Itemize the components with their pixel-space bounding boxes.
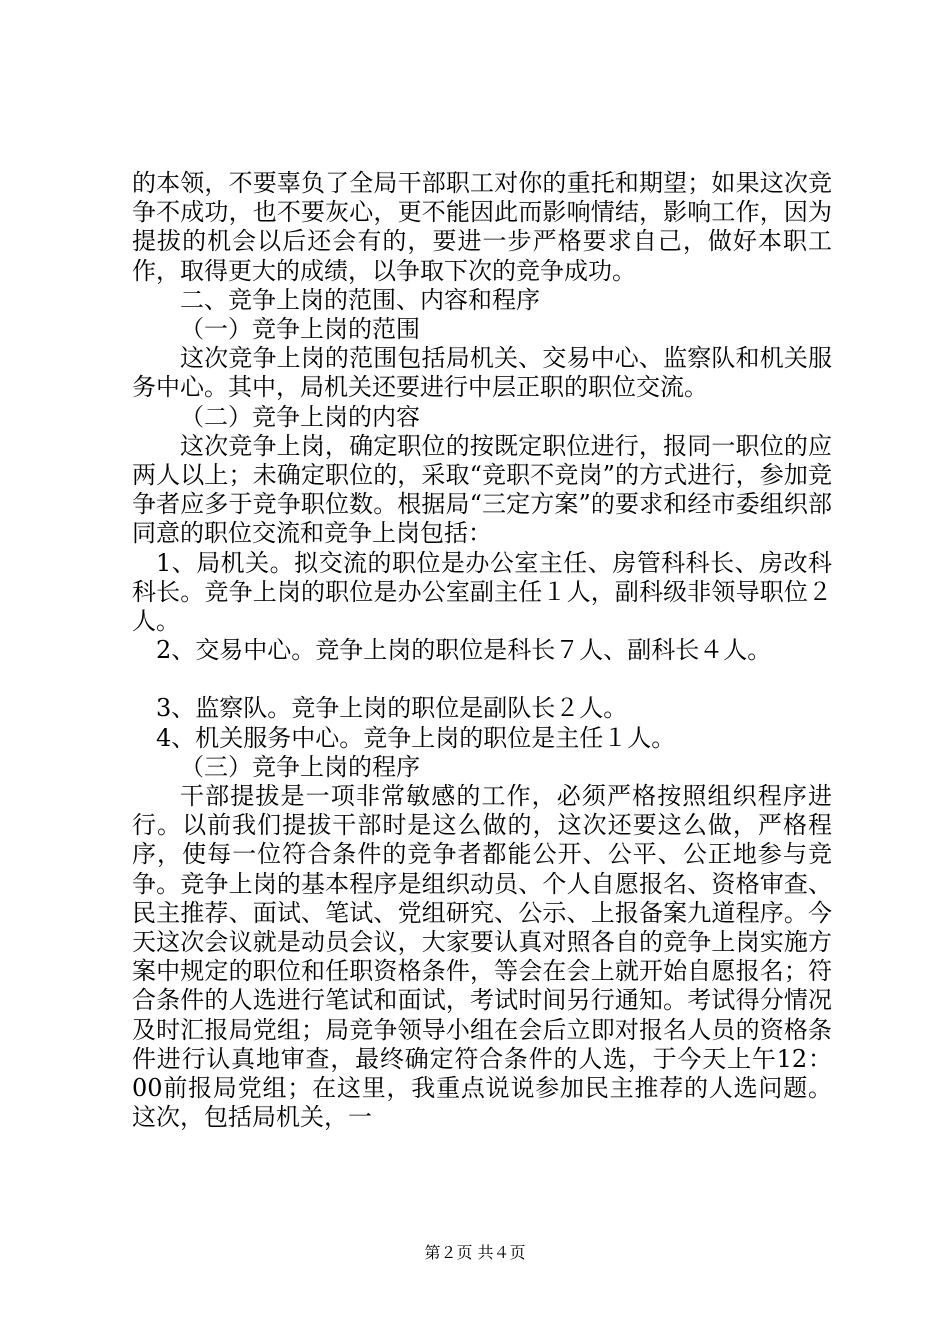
paragraph-scope: 这次竞争上岗的范围包括局机关、交易中心、监察队和机关服务中心。其中，局机关还要进行中层正职的职位交流。 bbox=[132, 344, 832, 402]
subsection-heading-procedure: （三）竞争上岗的程序 bbox=[180, 752, 420, 781]
document-body bbox=[132, 169, 832, 1133]
paragraph-procedure: 干部提拔是一项非常敏感的工作，必须严格按照组织程序进行。以前我们提拔干部时是这么做的，这次还要这么做，严格程序，使每一位符合条件的竞争者都能公开、公平、公正地参与竞争。竞争上岗的基本程序是组织动员、个人自愿报名、资格审查、民主推荐、面试、笔试、党组研究、公示、上报备案九道程序。今天这次会议就是动员会议，大家要认真对照各自的竞争上岗实施方案中规定的职位和任职资格条件，等会在会上就开始自愿报名；符合条件的人选进行笔试和面试，考试时间另行通知。考试得分情况及时汇报局党组；局竞争领导小组在会后立即对报名人员的资格条件进行认真地审查，最终确定符合条件的人选，于今天上午12：00前报局党组；在这里，我重点说说参加民主推荐的人选问题。这次，包括局机关，一 bbox=[132, 782, 832, 1132]
list-item-service-center: 4、机关服务中心。竞争上岗的职位是主任１人。 bbox=[156, 723, 676, 752]
paragraph-continuation: 的本领，不要辜负了全局干部职工对你的重托和期望；如果这次竞争不成功，也不要灰心，更不能因此而影响情结，影响工作，因为提拔的机会以后还会有的，要进一步严格要求自己，做好本职工作，取得更大的成绩，以争取下次的竞争成功。 bbox=[132, 169, 832, 285]
paragraph-content: 这次竞争上岗，确定职位的按既定职位进行，报同一职位的应两人以上；未确定职位的，采取“竞职不竞岗”的方式进行，参加竞争者应多于竞争职位数。根据局“三定方案”的要求和经市委组织部同意的职位交流和竞争上岗包括： bbox=[132, 431, 832, 548]
list-item-bureau: 1、局机关。拟交流的职位是办公室主任、房管科科长、房改科科长。竞争上岗的职位是办公室副主任１人，副科级非领导职位２人。 bbox=[132, 548, 832, 636]
subsection-heading-content: （二）竞争上岗的内容 bbox=[180, 402, 420, 431]
list-item-trading-center: 2、交易中心。竞争上岗的职位是科长７人、副科长４人。 bbox=[156, 636, 772, 665]
section-heading-2: 二、竞争上岗的范围、内容和程序 bbox=[180, 285, 540, 314]
subsection-heading-scope: （一）竞争上岗的范围 bbox=[180, 315, 420, 344]
page-footer: 第２页 共４页 bbox=[424, 1243, 526, 1262]
list-item-inspection-team: 3、监察队。竞争上岗的职位是副队长２人。 bbox=[156, 694, 628, 723]
